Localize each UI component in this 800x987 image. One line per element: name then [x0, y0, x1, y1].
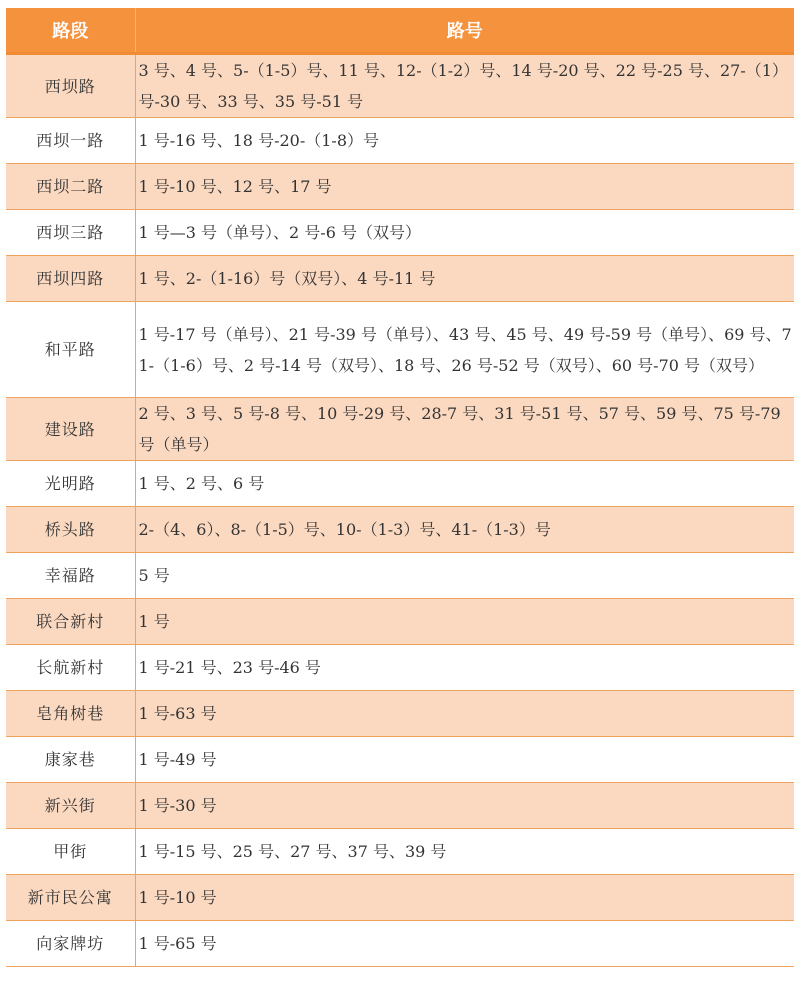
table-row: [6, 256, 794, 302]
road-numbers: 1 号-30 号: [135, 783, 794, 829]
table-row: [6, 398, 794, 461]
road-numbers: 1 号-15 号、25 号、27 号、37 号、39 号: [135, 829, 794, 875]
road-name: 皂角树巷: [6, 691, 135, 737]
road-numbers: 1 号-10 号: [135, 875, 794, 921]
table-header-row: [6, 8, 794, 54]
table-row: [6, 461, 794, 507]
table-row: [6, 164, 794, 210]
table-row: [6, 302, 794, 398]
table-row: [6, 829, 794, 875]
road-name: 建设路: [6, 398, 135, 461]
road-name: 新兴街: [6, 783, 135, 829]
table-row: [6, 54, 794, 118]
road-name: 和平路: [6, 302, 135, 398]
table-row: [6, 875, 794, 921]
road-name: 新市民公寓: [6, 875, 135, 921]
road-name: 西坝三路: [6, 210, 135, 256]
road-name: 桥头路: [6, 507, 135, 553]
road-numbers: 1 号、2-（1-16）号（双号）、4 号-11 号: [135, 256, 794, 302]
road-numbers: 1 号-21 号、23 号-46 号: [135, 645, 794, 691]
road-name: 西坝路: [6, 54, 135, 118]
road-numbers: 2 号、3 号、5 号-8 号、10 号-29 号、28-7 号、31 号-51 号、57 号、59 号、75 号-79 号（单号）: [135, 398, 794, 461]
table-row: [6, 599, 794, 645]
road-name: 西坝一路: [6, 118, 135, 164]
road-numbers: 1 号-63 号: [135, 691, 794, 737]
road-numbers: 1 号: [135, 599, 794, 645]
road-name: 联合新村: [6, 599, 135, 645]
road-numbers: 1 号-16 号、18 号-20-（1-8）号: [135, 118, 794, 164]
road-numbers: 1 号-10 号、12 号、17 号: [135, 164, 794, 210]
road-name: 甲街: [6, 829, 135, 875]
road-numbers: 1 号-49 号: [135, 737, 794, 783]
table-row: [6, 691, 794, 737]
road-name: 西坝二路: [6, 164, 135, 210]
table-row: [6, 118, 794, 164]
road-numbers: 1 号、2 号、6 号: [135, 461, 794, 507]
road-name: 康家巷: [6, 737, 135, 783]
road-numbers: 5 号: [135, 553, 794, 599]
table-row: [6, 553, 794, 599]
road-numbers: 1 号-65 号: [135, 921, 794, 967]
road-name: 光明路: [6, 461, 135, 507]
road-numbers: 2-（4、6）、8-（1-5）号、10-（1-3）号、41-（1-3）号: [135, 507, 794, 553]
road-numbers: 1 号—3 号（单号）、2 号-6 号（双号）: [135, 210, 794, 256]
road-name: 幸福路: [6, 553, 135, 599]
table-row: [6, 921, 794, 967]
table-row: [6, 783, 794, 829]
header-road-numbers: 路号: [135, 8, 794, 54]
road-name: 向家牌坊: [6, 921, 135, 967]
road-numbers: 3 号、4 号、5-（1-5）号、11 号、12-（1-2）号、14 号-20 号、22 号-25 号、27-（1）号-30 号、33 号、35 号-51 号: [135, 54, 794, 118]
table-row: [6, 507, 794, 553]
address-table-container: [6, 8, 794, 967]
address-table: [6, 8, 794, 967]
table-row: [6, 210, 794, 256]
road-numbers: 1 号-17 号（单号）、21 号-39 号（单号）、43 号、45 号、49 号-59 号（单号）、69 号、71-（1-6）号、2 号-14 号（双号）、18 号、26 号-52 号（双号）、60 号-70 号（双号）: [135, 302, 794, 398]
road-name: 西坝四路: [6, 256, 135, 302]
table-row: [6, 737, 794, 783]
header-road-section: 路段: [6, 8, 135, 54]
table-row: [6, 645, 794, 691]
road-name: 长航新村: [6, 645, 135, 691]
